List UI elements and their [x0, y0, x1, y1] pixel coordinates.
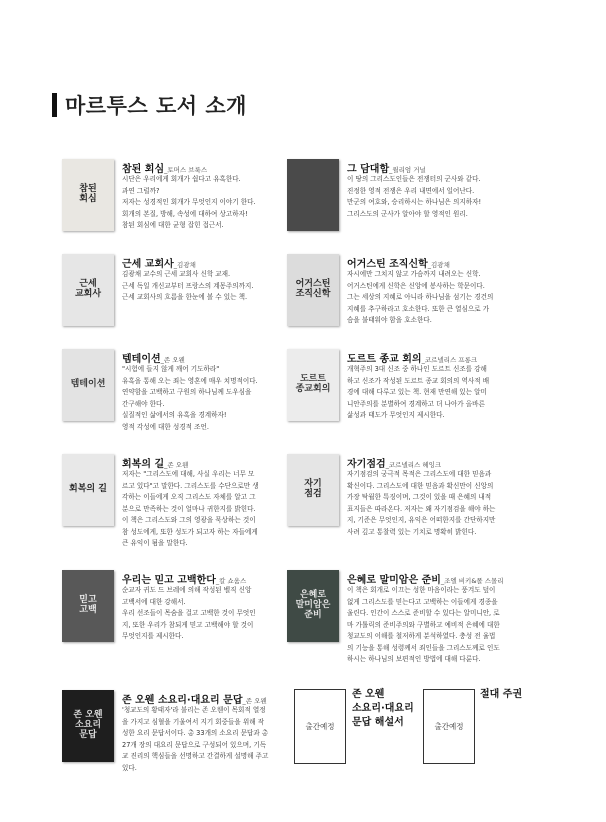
book-title: 회복의 길 — [122, 459, 165, 470]
cover-text: 도르트 종교회의 — [295, 374, 331, 394]
book-description: '청교도의 황태자'라 불리는 존 오웬이 목회적 열정 을 가지고 심혈을 기울여서 지기 회중들을 위해 작 성한 요리 문답서이다. 총 33개의 소요리 문답과 총 27개 장의 대요리 문답으로 구성되어 있으며, 기독 교 진리의 핵심들을 선명하고 간결하게 설명해 주고 있다. — [122, 706, 269, 772]
book-description: 개혁주의 3대 신조 중 하나인 도르트 신조를 강해 하고 신조가 작성된 도르트 종교 회의의 역사적 배 경에 대해 다루고 있는 책. 현재 만연해 있는 알미 니안주의를 분별하여 경계하고 더 나아가 올바른 삶성과 태도가 무엇인지 제시한다. — [347, 365, 490, 419]
page-title — [52, 90, 247, 120]
book-cover — [287, 570, 339, 642]
cover-text: 자기 점검 — [304, 479, 322, 499]
book-description: 이 책은 회개로 이끄는 성한 마음이라는 풍겨도 덮이 없게 그리스도를 믿는다고 고백하는 이들에게 경종을 울린다. 인간이 스스로 준비할 수 있다는 알미니안, 로 마 가톨릭의 준비주의와 구별하고 예비적 은혜에 대한 청교도의 이해를 철저하게 분석하였다. 충성 전 율법 의 기능을 통해 성령께서 죄인들을 그리스도께로 인도 하시는 하나님의 보편적인 방법에 대해 다룬다. — [347, 586, 500, 663]
book-title: 자기점검 — [347, 459, 386, 470]
book-author: _토머스 브룩스 — [164, 166, 208, 174]
cover-text: 참된 회심 — [79, 184, 97, 204]
cover-text: 근세 교회사 — [74, 279, 102, 299]
book-description: "시험에 들지 않게 깨어 기도하라" 유혹을 통해 오는 죄는 영혼에 매우 치명적이다. 연약함을 고백하고 구원의 하나님께 도우심을 간구해야 한다. 실질적인 삶에서의 유혹을 경계하자! 영적 각성에 대한 성경적 조언. — [122, 365, 258, 431]
book-card[interactable] — [62, 568, 308, 693]
book-author: _윌리엄 거널 — [389, 166, 426, 174]
book-author: _존 오웬 — [164, 461, 189, 469]
upcoming-title: 존 오웬 소요리·대요리 문답 해설서 — [352, 689, 414, 728]
book-author: _칼 쇼움스 — [215, 577, 247, 585]
book-cover — [62, 454, 114, 526]
book-author: _존 오웬 — [242, 697, 267, 705]
upcoming-badge: 출간예정 — [305, 722, 335, 731]
upcoming-title: 절대 주권 — [480, 689, 523, 700]
book-title: 참된 회심 — [122, 164, 165, 175]
book-title: 근세 교회사 — [122, 259, 174, 270]
book-description: 자기점검의 궁극적 목적은 그리스도에 대한 믿음과 확신이다. 그리스도에 대한 믿음과 확신만이 신앙의 가장 탁월한 특징이며, 그것이 있을 때 은혜의 내적 표지들은 따라온다. 저자는 왜 자기점검을 해야 하는 지, 기준은 무엇인지, 유익은 어떠한지를 간단하지만 사려 깊고 통찰력 있는 기치로 명확히 밝힌다. — [347, 470, 496, 536]
book-title: 도르트 종교 회의 — [347, 354, 422, 365]
book-cover — [62, 254, 114, 326]
book-cover — [287, 349, 339, 421]
book-cover — [62, 159, 114, 231]
book-title: 우리는 믿고 고백한다 — [122, 575, 216, 586]
book-author: _김광채 — [173, 261, 196, 269]
book-cover — [62, 690, 114, 762]
book-cover — [62, 349, 114, 421]
book-title: 템테이션 — [122, 354, 161, 365]
book-description: 저자는 "그리스도에 대해, 사실 우리는 너무 모 르고 있다"고 말한다. 그리스도를 수단으로만 생 각하는 이들에게 오직 그리스도 자체를 알고 그 분으로 만족하는 것이 얼마나 귀한지를 밝힌다. 이 책은 그리스도와 그의 영광을 묵상하는 것이 참 성도에게, 또한 성도가 되고자 하는 자들에게 큰 유익이 됨을 말한다. — [122, 470, 259, 547]
cover-text: 믿고 고백 — [79, 595, 97, 615]
book-cover — [62, 570, 114, 642]
book-card[interactable] — [62, 452, 308, 577]
upcoming-cover-placeholder — [423, 689, 475, 764]
book-cover — [287, 159, 339, 231]
book-title: 은혜로 말미암은 준비 — [347, 575, 441, 586]
book-card[interactable] — [287, 568, 533, 693]
book-card[interactable] — [62, 688, 308, 813]
book-author: _코르넬리스 프롱크 — [421, 356, 478, 364]
cover-text: 존 오웬 소요리 문답 — [73, 710, 103, 740]
book-card[interactable] — [287, 452, 533, 577]
book-description: 자시에만 그치지 않고 가슴까지 내려오는 신학. 어거스틴에게 신학은 신앙에 봉사하는 학문이다. 그는 세상의 지혜로 아니라 하나님을 섬기는 경건의 지혜를 추구하라고 호소한다. 또한 큰 열심으로 가 슴을 불태워야 함을 호소한다. — [347, 270, 494, 324]
book-author: _코르넬리스 헤잉크 — [385, 461, 442, 469]
book-description: 이 땅의 그리스도인들은 전쟁터의 군사와 같다. 진정한 영적 전쟁은 우리 내면에서 일어난다. 만군의 여호와, 승리하시는 하나님은 의지하자! 그리스도의 군사가 알아야 할 영적인 원리. — [347, 175, 482, 218]
cover-text: 회복의 길 — [69, 484, 107, 495]
book-author: _조엘 비키&폴 스몰리 — [440, 577, 504, 585]
book-author: _존 오웬 — [160, 356, 185, 364]
title-marker — [52, 93, 57, 117]
cover-text: 템테이션 — [70, 379, 106, 390]
cover-text: 어거스틴 조직신학 — [295, 279, 331, 299]
book-cover — [287, 454, 339, 526]
book-title: 어거스틴 조직신학 — [347, 259, 428, 270]
book-description: 순교자 귀도 드 브레에 의해 작성된 벨직 신앙 고백서에 대한 강해서. 우리 선조들이 목숨을 걸고 고백한 것이 무엇인 지, 또한 우리가 참되게 믿고 고백해야 할 것이 무엇인지를 제시한다. — [122, 586, 256, 640]
book-description: 김광채 교수의 근세 교회사 신학 교재. 근세 독일 개신교부터 프랑스의 계몽주의까지. 근세 교회사의 흐름을 한눈에 볼 수 있는 책. — [122, 270, 254, 301]
book-title: 존 오웬 소요리·대요리 문답 — [122, 695, 243, 706]
book-title: 그 담대함 — [347, 164, 390, 175]
book-author: _김광채 — [427, 261, 450, 269]
upcoming-badge: 출간예정 — [434, 722, 464, 731]
book-cover — [287, 254, 339, 326]
cover-text: 은혜로 말미암은 준비 — [295, 590, 331, 620]
upcoming-cover-placeholder — [294, 689, 346, 764]
page-title-text: 마르투스 도서 소개 — [65, 94, 247, 118]
book-description: 시단은 우리에게 회개가 쉽다고 유혹한다. 과연 그럴까? 저자는 성경적인 회개가 무엇인지 이야기 한다. 회개의 본질, 방해, 속성에 대하여 상고하자! 참된 회심에 대한 균형 잡힌 접근서. — [122, 175, 256, 229]
